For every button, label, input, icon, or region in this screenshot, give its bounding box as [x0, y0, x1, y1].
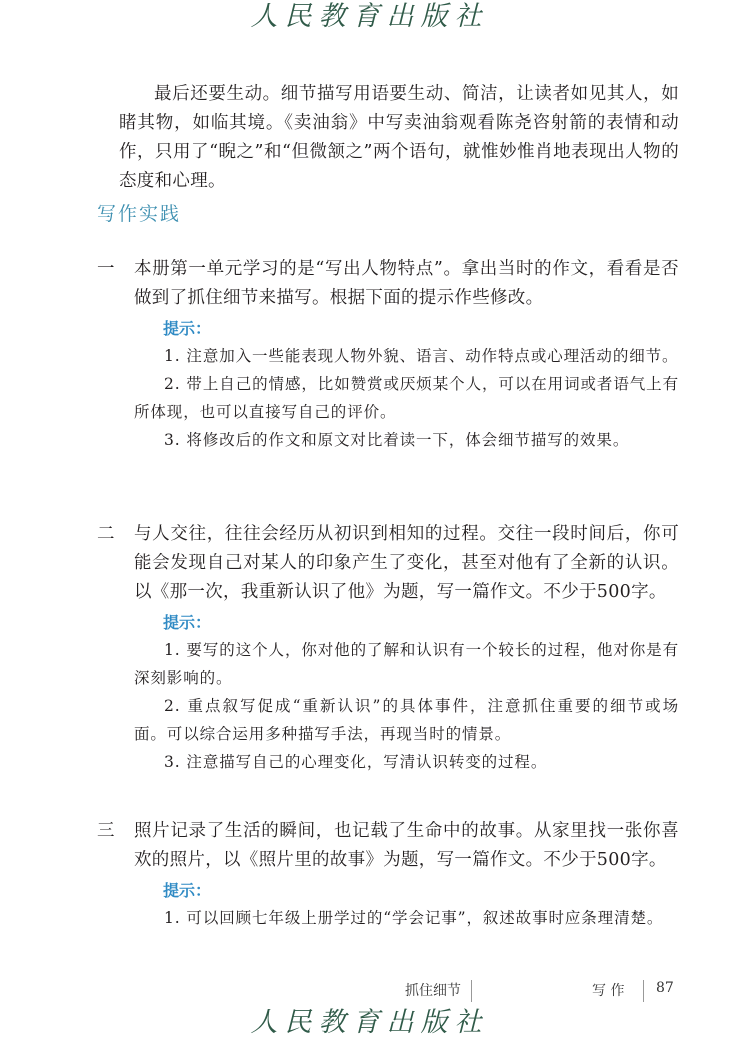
hint-item: 2. 带上自己的情感，比如赞赏或厌烦某个人，可以在用词或者语气上有所体现，也可以直接写自己的评价。: [134, 375, 679, 421]
task-number: 三: [97, 821, 115, 841]
task-number: 二: [97, 524, 115, 544]
hint-label: 提示：: [163, 319, 212, 338]
hint-item: 1. 可以回顾七年级上册学过的“学会记事”，叙述故事时应条理清楚。: [164, 909, 664, 927]
intro-paragraph: 最后还要生动。细节描写用语要生动、简洁，让读者如见其人，如睹其物，如临其境。《卖油翁》中写卖油翁观看陈尧咨射箭的表情和动作，只用了“睨之”和“但微颔之”两个语句，就惟妙惟肖地表现出人物的态度和心理。: [119, 84, 679, 191]
publisher-logo-header: 人民教育出版社: [250, 1, 489, 32]
task-number: 一: [97, 259, 115, 279]
task-text: 本册第一单元学习的是“写出人物特点”。拿出当时的作文，看看是否做到了抓住细节来描写。根据下面的提示作些修改。: [134, 259, 679, 308]
task-2: [97, 520, 679, 776]
footer-topic: 抓住细节: [405, 983, 461, 999]
hint-item: 3. 将修改后的作文和原文对比着读一下，体会细节描写的效果。: [164, 431, 630, 449]
section-heading: 写作实践: [97, 203, 182, 225]
hint-item: 3. 注意描写自己的心理变化，写清认识转变的过程。: [164, 753, 548, 771]
page-number: 87: [656, 980, 674, 996]
task-text: 照片记录了生活的瞬间，也记载了生命中的故事。从家里找一张你喜欢的照片，以《照片里的故事》为题，写一篇作文。不少于500字。: [134, 821, 679, 870]
hint-item: 2. 重点叙写促成“重新认识”的具体事件，注意抓住重要的细节或场面。可以综合运用多种描写手法，再现当时的情景。: [134, 697, 679, 743]
hint-item: 1. 注意加入一些能表现人物外貌、语言、动作特点或心理活动的细节。: [164, 347, 679, 365]
publisher-logo-footer: 人民教育出版社: [250, 1007, 489, 1038]
footer-divider: [643, 980, 644, 1002]
hint-label: 提示：: [163, 613, 212, 632]
task-3: [97, 817, 679, 932]
hint-label: 提示：: [163, 881, 212, 900]
task-text: 与人交往，往往会经历从初识到相知的过程。交往一段时间后，你可能会发现自己对某人的印象产生了变化，甚至对他有了全新的认识。以《那一次，我重新认识了他》为题，写一篇作文。不少于500字。: [134, 524, 679, 602]
task-1: [97, 255, 679, 454]
hint-item: 1. 要写的这个人，你对他的了解和认识有一个较长的过程，他对你是有深刻影响的。: [134, 641, 679, 687]
footer-divider: [471, 980, 472, 1002]
footer-section: 写 作: [592, 983, 625, 999]
